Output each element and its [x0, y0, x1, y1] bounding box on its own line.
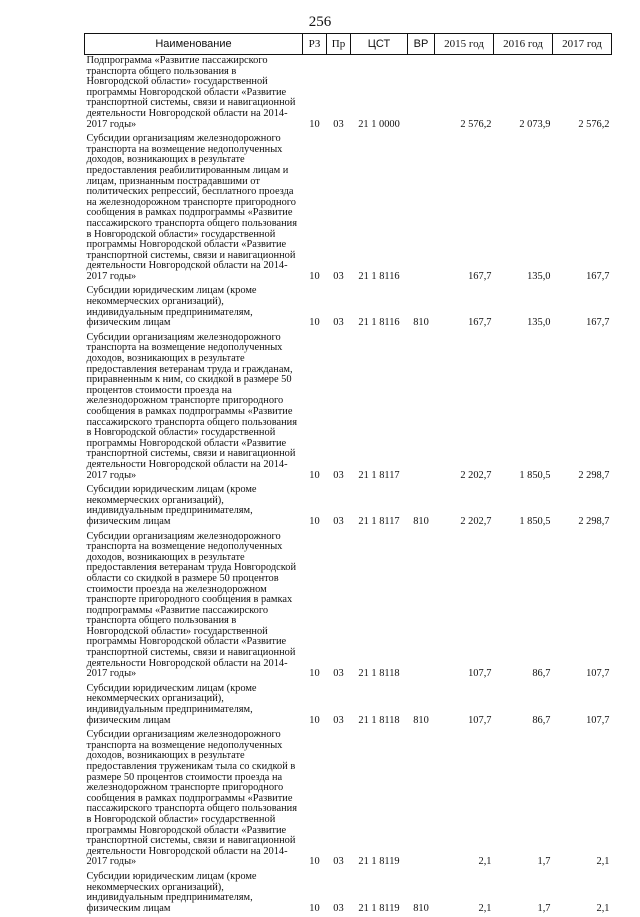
- row-cst: 21 1 8118: [358, 668, 400, 680]
- row-2016: 135,0: [527, 270, 551, 282]
- row-2017: 2,1: [596, 902, 610, 914]
- table-row: [85, 55, 612, 134]
- row-2015: 2 576,2: [460, 118, 492, 130]
- row-pr: 03: [333, 270, 344, 282]
- row-pr: 03: [333, 714, 344, 726]
- row-pr: 03: [333, 118, 344, 130]
- row-pr: 03: [333, 317, 344, 329]
- table-row: [85, 285, 612, 331]
- row-2017: 107,7: [586, 668, 610, 680]
- row-cst: 21 1 8119: [358, 856, 400, 868]
- row-rz: 10: [309, 317, 320, 329]
- row-vr: [408, 729, 435, 871]
- row-2016: 2 073,9: [519, 118, 551, 130]
- row-rz: 10: [309, 469, 320, 481]
- row-2017: 2,1: [596, 856, 610, 868]
- row-2017: 167,7: [586, 317, 610, 329]
- row-2017: 2 576,2: [578, 118, 610, 130]
- page-number: 256: [308, 14, 332, 30]
- header-2017: 2017 год: [553, 34, 612, 55]
- row-2016: 1,7: [537, 856, 551, 868]
- row-name: Субсидии организациям железнодорожного транспорта на возмещение недополученных доходов, возникающих в результате предоставления ветеранам труда и гражданам, приравненным к ним, со скидкой в размере 50 процентов стоимости проезда на железнодорожном транспорте пригородного сообщения в рамках подпрограммы «Развитие пассажирского транспорта общего пользования в Новгородской области» государственной программы Новгородской области «Развитие транспортной системы, связи и навигационной деятельности Новгородской области на 2014-2017 годы»: [86, 331, 297, 481]
- row-2015: 167,7: [468, 270, 492, 282]
- table-row: [85, 683, 612, 729]
- row-rz: 10: [309, 902, 320, 914]
- row-cst: 21 1 0000: [358, 118, 400, 130]
- row-2015: 167,7: [468, 317, 492, 329]
- row-2016: 135,0: [527, 317, 551, 329]
- table-row: [85, 484, 612, 530]
- row-cst: 21 1 8116: [358, 270, 400, 282]
- row-vr: [408, 133, 435, 285]
- table-row: [85, 332, 612, 484]
- header-pr: Пр: [327, 34, 351, 55]
- row-cst: 21 1 8119: [358, 902, 400, 914]
- row-2017: 2 298,7: [578, 469, 610, 481]
- row-pr: 03: [333, 515, 344, 527]
- row-2017: 2 298,7: [578, 515, 610, 527]
- table-row: [85, 531, 612, 683]
- row-cst: 21 1 8117: [358, 469, 400, 481]
- row-name: Субсидии юридическим лицам (кроме некоммерческих организаций), индивидуальным предпринимателям, физическим лицам: [86, 484, 257, 527]
- row-pr: 03: [333, 902, 344, 914]
- row-pr: 03: [333, 668, 344, 680]
- row-vr: [408, 531, 435, 683]
- row-2015: 107,7: [468, 668, 492, 680]
- row-2016: 1,7: [537, 902, 551, 914]
- row-2016: 1 850,5: [519, 469, 551, 481]
- row-name: Субсидии организациям железнодорожного транспорта на возмещение недополученных доходов, возникающих в результате предоставления ветеранам труда Новгородской области со скидкой в размере 50 процентов стоимости проезда на железнодорожном транспорте пригородного сообщения в рамках подпрограммы «Развитие пассажирского транспорта общего пользования в Новгородской области» государственной программы Новгородской области «Развитие транспортной системы, связи и навигационной деятельности Новгородской области на 2014-2017 годы»: [86, 530, 297, 680]
- row-vr: 810: [413, 317, 429, 329]
- header-2016: 2016 год: [494, 34, 553, 55]
- row-vr: 810: [413, 902, 429, 914]
- row-name: Субсидии юридическим лицам (кроме некоммерческих организаций), индивидуальным предпринимателям, физическим лицам: [86, 870, 257, 914]
- row-2015: 2 202,7: [460, 515, 492, 527]
- header-vr: ВР: [408, 34, 435, 55]
- row-2016: 1 850,5: [519, 515, 551, 527]
- row-2017: 167,7: [586, 270, 610, 282]
- row-pr: 03: [333, 469, 344, 481]
- row-cst: 21 1 8118: [358, 714, 400, 726]
- row-name: Субсидии юридическим лицам (кроме некоммерческих организаций), индивидуальным предпринимателям, физическим лицам: [86, 285, 257, 329]
- header-rz: РЗ: [303, 34, 327, 55]
- row-rz: 10: [309, 515, 320, 527]
- row-2015: 2 202,7: [460, 469, 492, 481]
- row-2016: 86,7: [532, 668, 551, 680]
- row-vr: [408, 55, 435, 134]
- row-vr: 810: [413, 714, 429, 726]
- row-rz: 10: [309, 668, 320, 680]
- row-vr: 810: [413, 515, 429, 527]
- row-2017: 107,7: [586, 714, 610, 726]
- header-row: [85, 34, 612, 55]
- row-cst: 21 1 8117: [358, 515, 400, 527]
- row-name: Подпрограмма «Развитие пассажирского транспорта общего пользования в Новгородской области» государственной программы Новгородской области «Развитие транспортной системы, связи и навигационной деятельности Новгородской области на 2014-2017 годы»: [86, 55, 296, 130]
- row-name: Субсидии организациям железнодорожного транспорта на возмещение недополученных доходов, возникающих в результате предоставления труженикам тыла со скидкой в размере 50 процентов стоимости проезда на железнодорожном транспорте пригородного сообщения в рамках подпрограммы «Развитие пассажирского транспорта общего пользования в Новгородской области» государственной программы Новгородской области «Развитие транспортной системы, связи и навигационной деятельности Новгородской области на 2014-2017 годы»: [86, 729, 297, 868]
- row-2015: 2,1: [478, 902, 492, 914]
- row-2015: 107,7: [468, 714, 492, 726]
- table-row: [85, 871, 612, 917]
- row-name: Субсидии организациям железнодорожного транспорта на возмещение недополученных доходов, возникающих в результате предоставления реабилитированным лицам и лицам, признанным пострадавшими от политических репрессий, бесплатного проезда на железнодорожном транспорте пригородного сообщения в рамках подпрограммы «Развитие пассажирского транспорта общего пользования в Новгородской области» государственной программы Новгородской области «Развитие транспортной системы, связи и навигационной деятельности Новгородской области на 2014-2017 годы»: [86, 133, 297, 282]
- row-name: Субсидии юридическим лицам (кроме некоммерческих организаций), индивидуальным предпринимателям, физическим лицам: [86, 682, 257, 726]
- row-2016: 86,7: [532, 714, 551, 726]
- row-cst: 21 1 8116: [358, 317, 400, 329]
- row-vr: [408, 332, 435, 484]
- row-rz: 10: [309, 118, 320, 130]
- row-rz: 10: [309, 856, 320, 868]
- budget-table: [84, 33, 612, 917]
- row-rz: 10: [309, 270, 320, 282]
- row-2015: 2,1: [478, 856, 492, 868]
- table-row: [85, 729, 612, 871]
- row-pr: 03: [333, 856, 344, 868]
- row-rz: 10: [309, 714, 320, 726]
- header-2015: 2015 год: [435, 34, 494, 55]
- header-name: Наименование: [85, 34, 303, 55]
- table-row: [85, 133, 612, 285]
- header-cst: ЦСТ: [351, 34, 408, 55]
